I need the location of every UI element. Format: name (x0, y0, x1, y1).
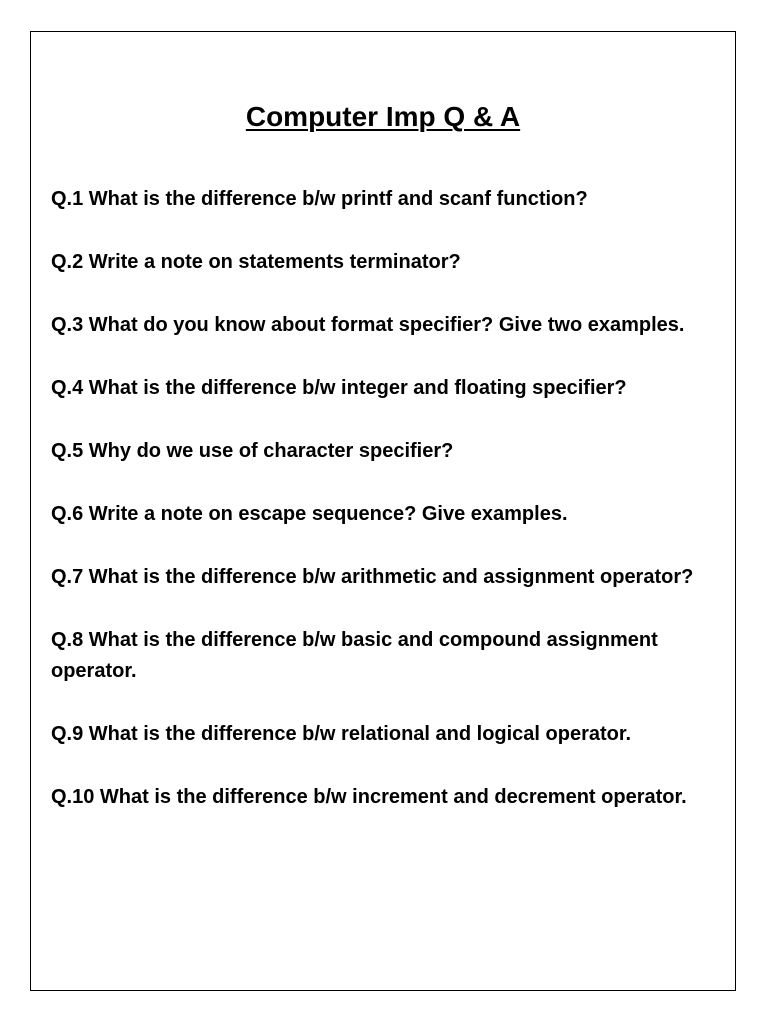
question-8: Q.8 What is the difference b/w basic and compound assignment operator. (51, 629, 658, 682)
question-6: Q.6 Write a note on escape sequence? Give examples. (51, 503, 568, 525)
page-title (31, 100, 735, 134)
page-title-text: Computer Imp Q & A (245, 101, 521, 132)
question-list (51, 184, 723, 845)
question-5: Q.5 Why do we use of character specifier? (51, 440, 454, 462)
document-page (30, 31, 736, 991)
question-9: Q.9 What is the difference b/w relational and logical operator. (51, 723, 632, 745)
question-10: Q.10 What is the difference b/w increment and decrement operator. (51, 786, 687, 808)
question-4: Q.4 What is the difference b/w integer and floating specifier? (51, 377, 627, 399)
question-7: Q.7 What is the difference b/w arithmetic and assignment operator? (51, 566, 694, 588)
question-2: Q.2 Write a note on statements terminator? (51, 251, 461, 273)
question-3: Q.3 What do you know about format specifier? Give two examples. (51, 314, 685, 336)
question-1: Q.1 What is the difference b/w printf and scanf function? (51, 188, 588, 210)
